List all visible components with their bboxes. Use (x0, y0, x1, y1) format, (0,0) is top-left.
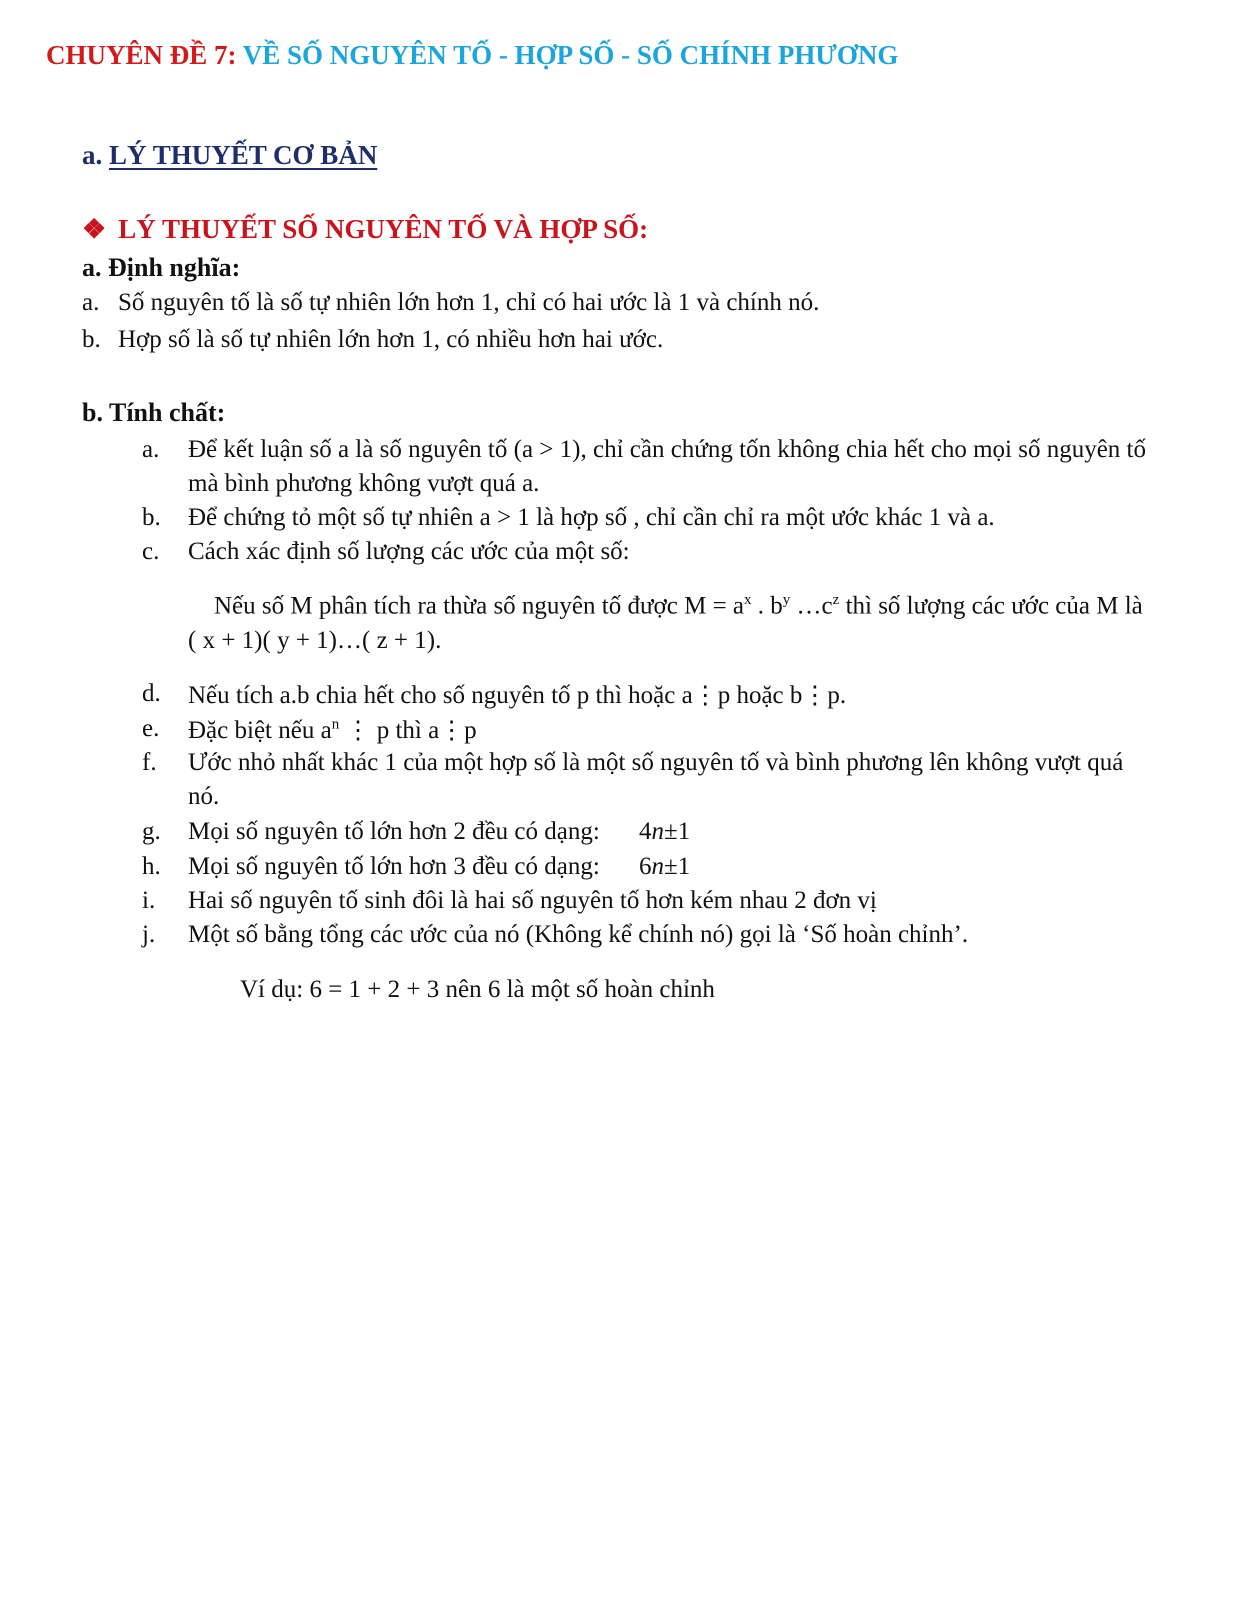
property-marker: e. (142, 715, 160, 742)
property-marker: d. (142, 680, 161, 707)
section-marker: a. (82, 140, 103, 170)
divisor-count-result: ( x + 1)( y + 1)…( z + 1). (188, 627, 442, 654)
property-marker: a. (142, 436, 160, 463)
property-text: Để kết luận số a là số nguyên tố (a > 1), chỉ cần chứng tốn không chia hết cho mọi số nguyên tố (188, 436, 1146, 463)
divisor-count-formula (214, 592, 1143, 620)
property-text: Mọi số nguyên tố lớn hơn 3 đều có dạng: (188, 853, 600, 880)
exponent-n: n (331, 716, 340, 733)
formula-plus-minus: ±1 (664, 818, 691, 845)
formula-variable: n (651, 853, 664, 880)
property-marker: f. (142, 749, 157, 776)
property-text-part: ⋮ p thì a⋮p (339, 717, 477, 744)
property-text: Ước nhỏ nhất khác 1 của một hợp số là một số nguyên tố và bình phương lên không vượt quá (188, 749, 1124, 776)
definition-heading: a. Định nghĩa: (82, 253, 241, 282)
definition-item-text: Hợp số là số tự nhiên lớn hơn 1, có nhiều hơn hai ước. (118, 326, 664, 353)
property-text: Hai số nguyên tố sinh đôi là hai số nguyên tố hơn kém nhau 2 đơn vị (188, 887, 877, 914)
property-text: Để chứng tỏ một số tự nhiên a > 1 là hợp số , chỉ cần chỉ ra một ước khác 1 và a. (188, 504, 995, 531)
property-marker: h. (142, 853, 161, 880)
formula-text: thì số lượng các ước của M là (839, 592, 1143, 620)
properties-heading: b. Tính chất: (82, 398, 226, 427)
exponent-y: y (782, 592, 791, 608)
property-text-continued: mà bình phương không vượt quá a. (188, 470, 540, 497)
property-text-continued: nó. (188, 783, 220, 810)
topic-heading (82, 214, 648, 245)
title-prefix: CHUYÊN ĐỀ 7: (46, 40, 237, 70)
exponent-x: x (744, 592, 752, 608)
property-marker: b. (142, 504, 161, 531)
perfect-number-example: Ví dụ: 6 = 1 + 2 + 3 nên 6 là một số hoàn chỉnh (240, 976, 715, 1003)
formula-plus-minus: ±1 (664, 853, 691, 880)
definition-item-text: Số nguyên tố là số tự nhiên lớn hơn 1, chỉ có hai ước là 1 và chính nó. (118, 289, 820, 316)
property-text: Một số bằng tổng các ước của nó (Không kể chính nó) gọi là ‘Số hoàn chỉnh’. (188, 921, 969, 948)
definition-item-marker: b. (82, 326, 101, 353)
property-marker: i. (142, 887, 156, 914)
title-topic: VỀ SỐ NGUYÊN TỐ - HỢP SỐ - SỐ CHÍNH PHƯƠNG (242, 40, 899, 70)
document-title (46, 40, 898, 71)
property-text (188, 715, 477, 745)
diamond-bullet-icon: ❖ (82, 214, 107, 244)
prime-form-formula (639, 818, 690, 846)
property-marker: g. (142, 818, 161, 845)
property-marker: c. (142, 538, 160, 565)
property-marker: j. (142, 921, 156, 948)
formula-variable: n (651, 818, 664, 845)
section-heading (82, 140, 377, 171)
section-label: LÝ THUYẾT CƠ BẢN (109, 140, 378, 170)
formula-text: . b (751, 592, 783, 620)
exponent-z: z (832, 592, 840, 608)
definition-item-marker: a. (82, 289, 100, 316)
formula-coefficient: 6 (639, 853, 652, 880)
property-text: Nếu tích a.b chia hết cho số nguyên tố p thì hoặc a⋮p hoặc b⋮p. (188, 682, 847, 709)
topic-label: LÝ THUYẾT SỐ NGUYÊN TỐ VÀ HỢP SỐ: (118, 214, 649, 244)
prime-form-formula (639, 853, 690, 881)
formula-coefficient: 4 (639, 818, 652, 845)
property-text: Cách xác định số lượng các ước của một số: (188, 538, 630, 565)
property-text-part: Đặc biệt nếu a (188, 717, 332, 744)
property-text: Mọi số nguyên tố lớn hơn 2 đều có dạng: (188, 818, 600, 845)
formula-text: …c (790, 592, 833, 620)
formula-text: Nếu số M phân tích ra thừa số nguyên tố được M = a (214, 592, 745, 620)
